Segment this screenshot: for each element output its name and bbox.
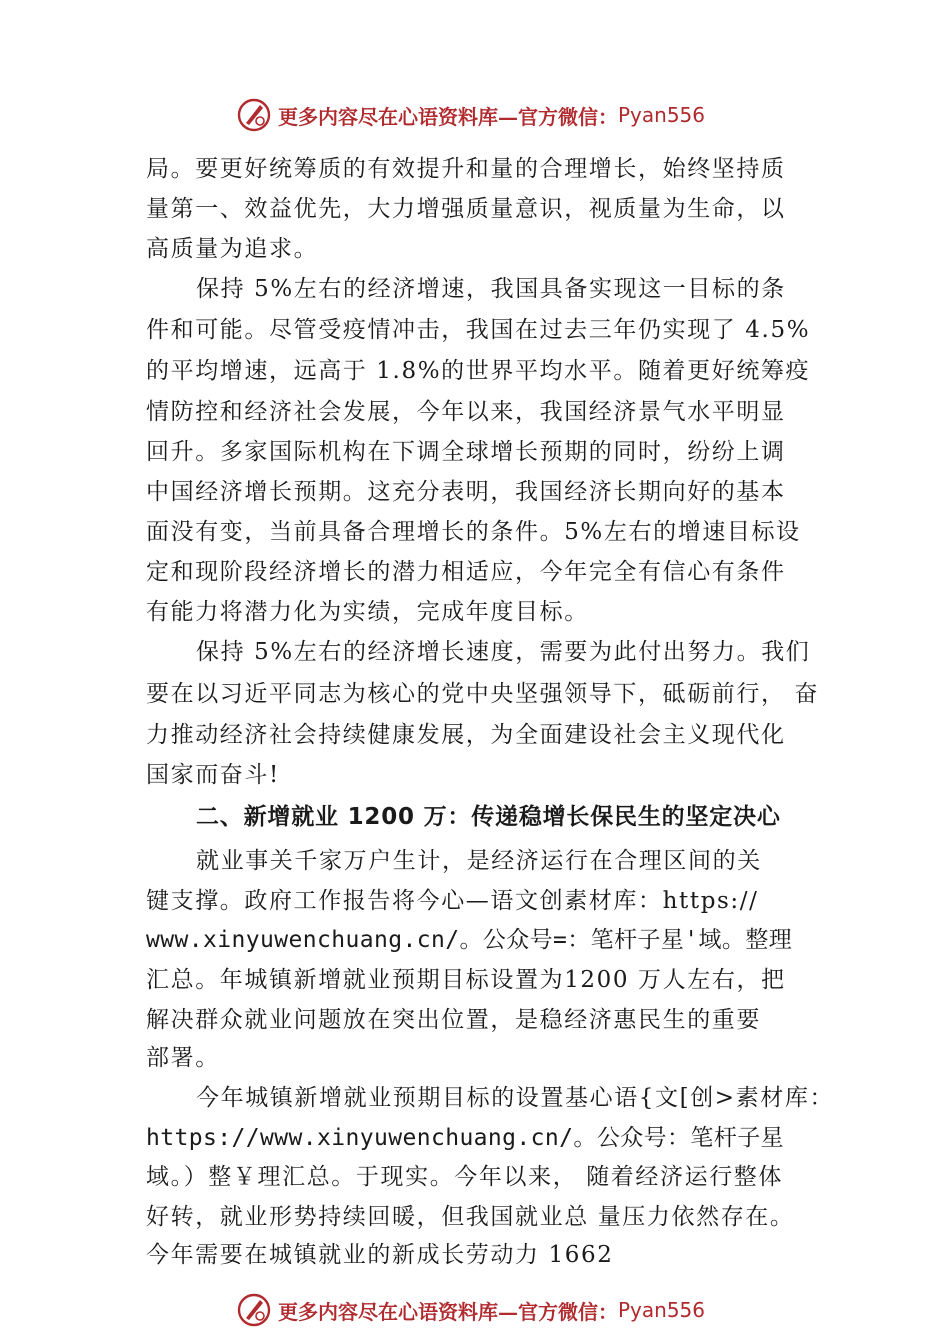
body-line: 要在以习近平同志为核心的党中央坚强领导下，砥砺前行， 奋 bbox=[146, 681, 820, 707]
banner-wechat-handle: Pyan556 bbox=[618, 1298, 706, 1322]
body-line: 今年需要在城镇就业的新成长劳动力 1662 bbox=[146, 1242, 614, 1268]
body-line: 量第一、效益优先，大力增强质量意识，视质量为生命，以 bbox=[146, 196, 786, 222]
body-line: 回升。多家国际机构在下调全球增长预期的同时，纷纷上调 bbox=[146, 439, 786, 465]
paragraph-start-line: 保持 5%左右的经济增长速度，需要为此付出努力。我们 bbox=[196, 639, 811, 665]
banner-text: 更多内容尽在心语资料库—官方微信： bbox=[278, 1299, 618, 1324]
paragraph-start-line: 今年城镇新增就业预期目标的设置基心语{文[创>素材库： bbox=[196, 1085, 835, 1111]
body-line: 有能力将潜力化为实绩，完成年度目标。 bbox=[146, 599, 589, 625]
body-line: 中国经济增长预期。这充分表明，我国经济长期向好的基本 bbox=[146, 479, 786, 505]
paragraph-start-line: 保持 5%左右的经济增速，我国具备实现这一目标的条 bbox=[196, 276, 786, 302]
body-line: 汇总。年城镇新增就业预期目标设置为1200 万人左右，把 bbox=[146, 967, 786, 993]
logo-icon bbox=[236, 97, 272, 133]
body-line: 定和现阶段经济增长的潜力相适应，今年完全有信心有条件 bbox=[146, 559, 786, 585]
footer-banner bbox=[236, 1290, 705, 1330]
body-line: 面没有变，当前具备合理增长的条件。5%左右的增速目标设 bbox=[146, 519, 801, 545]
banner-wechat-handle: Pyan556 bbox=[618, 103, 706, 127]
body-line: 域。）整￥理汇总。于现实。今年以来， 随着经济运行整体 bbox=[146, 1164, 784, 1190]
body-line: 的平均增速，远高于 1.8%的世界平均水平。随着更好统筹疫 bbox=[146, 358, 811, 384]
paragraph-start-line: 就业事关千家万户生计，是经济运行在合理区间的关 bbox=[196, 848, 762, 874]
body-line: 力推动经济社会持续健康发展，为全面建设社会主义现代化 bbox=[146, 722, 786, 748]
body-line: 高质量为追求。 bbox=[146, 236, 319, 262]
body-line: 情防控和经济社会发展，今年以来，我国经济景气水平明显 bbox=[146, 399, 786, 425]
body-line: 键支撑。政府工作报告将今心—语文创素材库：https:// bbox=[146, 888, 759, 914]
body-line: https://www.xinyuwenchuang.cn/。公众号：笔杆子星 bbox=[146, 1125, 785, 1151]
body-line: 件和可能。尽管受疫情冲击，我国在过去三年仍实现了 4.5% bbox=[146, 317, 811, 343]
body-line: www.xinyuwenchuang.cn/。公众号=：笔杆子星'域。整理 bbox=[146, 927, 793, 953]
body-line: 好转，就业形势持续回暖，但我国就业总 量压力依然存在。 bbox=[146, 1204, 795, 1230]
body-line: 国家而奋斗! bbox=[146, 762, 280, 788]
logo-icon bbox=[236, 1292, 272, 1328]
body-line: 局。要更好统筹质的有效提升和量的合理增长，始终坚持质 bbox=[146, 156, 786, 182]
banner-text: 更多内容尽在心语资料库—官方微信： bbox=[278, 104, 618, 129]
header-banner bbox=[236, 95, 705, 135]
section-heading: 二、新增就业 1200 万：传递稳增长保民生的坚定决心 bbox=[196, 804, 781, 830]
body-line: 部署。 bbox=[146, 1045, 220, 1071]
body-line: 解决群众就业问题放在突出位置，是稳经济惠民生的重要 bbox=[146, 1007, 761, 1033]
